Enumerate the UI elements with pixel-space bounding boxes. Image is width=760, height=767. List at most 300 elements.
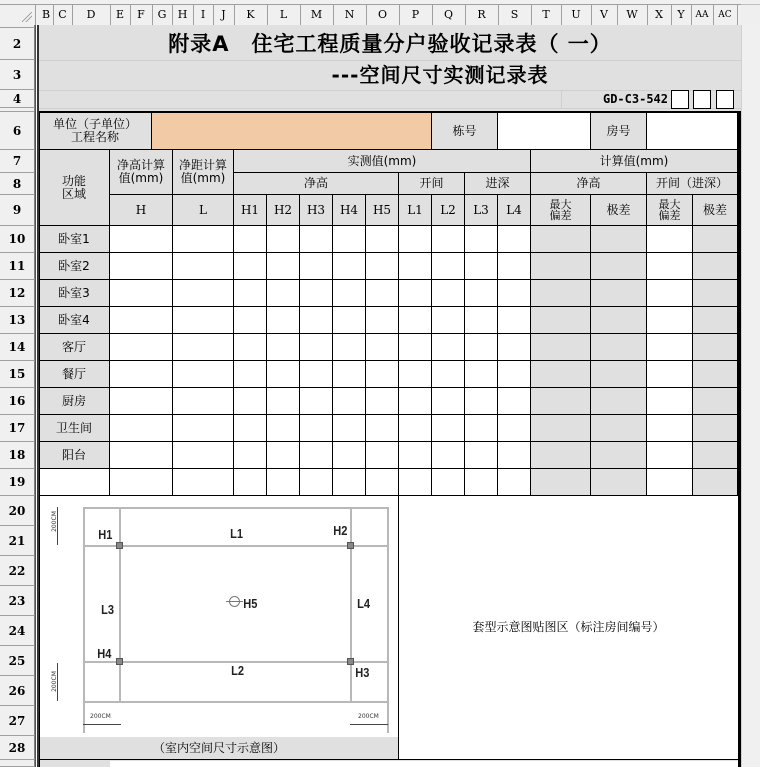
- cell-L1[interactable]: [399, 388, 432, 415]
- code-box-1[interactable]: [671, 90, 689, 109]
- unit-label-line2: 工程名称: [70, 130, 119, 144]
- cell-H4[interactable]: [333, 469, 366, 496]
- height-calc-line1: 净高计算: [116, 158, 165, 173]
- cell-H[interactable]: [110, 442, 173, 469]
- cell-L2[interactable]: [432, 334, 465, 361]
- cell-L1[interactable]: [399, 361, 432, 388]
- diagram-label-l4: L4: [357, 596, 371, 611]
- cell-bay-max-dev[interactable]: [647, 253, 693, 280]
- cell-H2[interactable]: [267, 361, 300, 388]
- cell-H3[interactable]: [300, 226, 333, 253]
- diagram-area: [40, 496, 399, 737]
- col-height-max-dev-header: [531, 195, 591, 226]
- cell-L2[interactable]: [432, 361, 465, 388]
- cell-L[interactable]: [173, 253, 234, 280]
- cell-H2[interactable]: [267, 307, 300, 334]
- col-bay-range-header: 极差: [693, 195, 738, 226]
- col-header-S[interactable]: S: [498, 5, 532, 25]
- col-header-I[interactable]: I: [193, 5, 214, 25]
- unit-label: [39, 113, 152, 150]
- cell-H1[interactable]: [234, 280, 267, 307]
- cell-L2[interactable]: [432, 307, 465, 334]
- cell-L4[interactable]: [498, 253, 531, 280]
- area-cell: 厨房: [39, 388, 110, 415]
- cell-H1[interactable]: [234, 307, 267, 334]
- cell-height-range[interactable]: [591, 415, 647, 442]
- area-cell: 餐厅: [39, 361, 110, 388]
- cell-L[interactable]: [173, 226, 234, 253]
- col-header-F[interactable]: F: [130, 5, 153, 25]
- row-header-8[interactable]: 8: [0, 173, 35, 195]
- area-header-line1: 功能: [61, 173, 86, 188]
- row-header-3[interactable]: 3: [0, 60, 35, 90]
- cell-H5[interactable]: [366, 361, 399, 388]
- col-H-header: H: [110, 195, 173, 226]
- cell-H2[interactable]: [267, 253, 300, 280]
- cell-H4[interactable]: [333, 226, 366, 253]
- cell-L4[interactable]: [498, 334, 531, 361]
- diagram-label-h3: H3: [355, 665, 370, 680]
- dim-label-top: 200CM: [50, 511, 58, 532]
- measure-point-h4-icon: [116, 658, 123, 665]
- cell-H[interactable]: [110, 469, 173, 496]
- col-height-range-header: 极差: [591, 195, 647, 226]
- form-title: 附录A 住宅工程质量分户验收记录表（ 一）: [168, 31, 612, 56]
- cell-bay-max-dev[interactable]: [647, 388, 693, 415]
- col-header-J[interactable]: J: [213, 5, 235, 25]
- row-header-6[interactable]: 6: [0, 112, 35, 150]
- area-cell: 卧室3: [39, 280, 110, 307]
- cell-H4[interactable]: [333, 253, 366, 280]
- dimension-line-icon: [83, 724, 121, 725]
- col-bay-max-dev-header: [647, 195, 693, 226]
- area-cell: 卧室4: [39, 307, 110, 334]
- row-header-19[interactable]: 19: [0, 469, 35, 496]
- row29-cell: [110, 761, 738, 767]
- cell-H[interactable]: [110, 253, 173, 280]
- cell-L4[interactable]: [498, 307, 531, 334]
- row-header-15[interactable]: 15: [0, 361, 35, 388]
- cell-bay-range[interactable]: [693, 361, 738, 388]
- cell-H3[interactable]: [300, 415, 333, 442]
- cell-height-max-dev[interactable]: [531, 280, 591, 307]
- diagram-label-h1: H1: [98, 527, 113, 542]
- code-box-3[interactable]: [716, 90, 734, 109]
- diagram-label-l1: L1: [230, 526, 244, 541]
- cell-L[interactable]: [173, 334, 234, 361]
- diagram-label-h5: H5: [243, 596, 258, 611]
- height-calc-header: [110, 150, 173, 195]
- max-dev-line2: 偏差: [658, 209, 681, 222]
- cell-bay-max-dev[interactable]: [647, 307, 693, 334]
- cell-bay-range[interactable]: [693, 334, 738, 361]
- cell-H1[interactable]: [234, 469, 267, 496]
- cell-H4[interactable]: [333, 415, 366, 442]
- cell-L4[interactable]: [498, 361, 531, 388]
- row-header-13[interactable]: 13: [0, 307, 35, 334]
- measure-point-h3-icon: [347, 658, 354, 665]
- cell-H[interactable]: [110, 226, 173, 253]
- cell-H3[interactable]: [300, 334, 333, 361]
- col-header-P[interactable]: P: [399, 5, 433, 25]
- cell-L2[interactable]: [432, 226, 465, 253]
- cell-L1[interactable]: [399, 442, 432, 469]
- unit-name-input[interactable]: [152, 113, 432, 150]
- cell-L[interactable]: [173, 388, 234, 415]
- col-header-Q[interactable]: Q: [432, 5, 466, 25]
- cell-height-range[interactable]: [591, 334, 647, 361]
- cell-L3[interactable]: [465, 307, 498, 334]
- area-header: [39, 150, 110, 226]
- row-header-11[interactable]: 11: [0, 253, 35, 280]
- cell-L4[interactable]: [498, 388, 531, 415]
- vertical-scrollbar[interactable]: [741, 25, 760, 767]
- cell-height-max-dev[interactable]: [531, 442, 591, 469]
- col-header-AC[interactable]: AC: [713, 5, 738, 25]
- building-label: 栋号: [432, 113, 498, 150]
- cell-H1[interactable]: [234, 253, 267, 280]
- cell-L1[interactable]: [399, 334, 432, 361]
- row-header-7[interactable]: 7: [0, 150, 35, 173]
- cell-height-range[interactable]: [591, 442, 647, 469]
- cell-L[interactable]: [173, 469, 234, 496]
- cell-height-range[interactable]: [591, 469, 647, 496]
- cell-H2[interactable]: [267, 388, 300, 415]
- col-L3-header: L3: [465, 195, 498, 226]
- cell-H[interactable]: [110, 334, 173, 361]
- cell-H3[interactable]: [300, 469, 333, 496]
- cell-H4[interactable]: [333, 361, 366, 388]
- cell-L[interactable]: [173, 361, 234, 388]
- cell-L[interactable]: [173, 307, 234, 334]
- diagram-line: [387, 507, 389, 733]
- cell-H[interactable]: [110, 307, 173, 334]
- cell-L4[interactable]: [498, 226, 531, 253]
- cell-H1[interactable]: [234, 415, 267, 442]
- col-L-header: L: [173, 195, 234, 226]
- cell-height-max-dev[interactable]: [531, 226, 591, 253]
- room-number-input[interactable]: [647, 113, 738, 150]
- col-H4-header: H4: [333, 195, 366, 226]
- cell-L3[interactable]: [465, 361, 498, 388]
- select-all-corner[interactable]: [0, 5, 36, 25]
- cell-L1[interactable]: [399, 253, 432, 280]
- cell-bay-max-dev[interactable]: [647, 415, 693, 442]
- area-cell: 卧室2: [39, 253, 110, 280]
- cell-H1[interactable]: [234, 334, 267, 361]
- cell-L[interactable]: [173, 415, 234, 442]
- col-header-B[interactable]: B: [39, 5, 54, 25]
- area-cell[interactable]: [39, 469, 110, 496]
- cell-H2[interactable]: [267, 226, 300, 253]
- bay-header: 开间: [399, 173, 465, 195]
- col-header-W[interactable]: W: [617, 5, 648, 25]
- cell-L2[interactable]: [432, 415, 465, 442]
- cell-H5[interactable]: [366, 388, 399, 415]
- form-code: GD-C3-542: [602, 91, 668, 106]
- cell-H4[interactable]: [333, 388, 366, 415]
- calc-net-height-header: 净高: [531, 173, 647, 195]
- row-header-18[interactable]: 18: [0, 442, 35, 469]
- cell-height-max-dev[interactable]: [531, 307, 591, 334]
- crosshair-icon-h: [226, 601, 243, 602]
- cell-H[interactable]: [110, 280, 173, 307]
- cell-H1[interactable]: [234, 361, 267, 388]
- calc-bay-depth-header: 开间（进深）: [647, 173, 738, 195]
- row-header-22[interactable]: 22: [0, 556, 35, 586]
- diagram-label-h2: H2: [333, 523, 348, 538]
- cell-bay-range[interactable]: [693, 280, 738, 307]
- cell-H5[interactable]: [366, 334, 399, 361]
- cell-H5[interactable]: [366, 253, 399, 280]
- cell-bay-max-dev[interactable]: [647, 334, 693, 361]
- net-height-header: 净高: [234, 173, 399, 195]
- dist-calc-header: [173, 150, 234, 195]
- cell-L1[interactable]: [399, 226, 432, 253]
- building-number-input[interactable]: [498, 113, 591, 150]
- diagram-line: [350, 507, 352, 703]
- cell-bay-range[interactable]: [693, 226, 738, 253]
- cell-height-max-dev[interactable]: [531, 415, 591, 442]
- col-L1-header: L1: [399, 195, 432, 226]
- max-dev-line1: 最大: [658, 198, 681, 211]
- col-H1-header: H1: [234, 195, 267, 226]
- cell-H[interactable]: [110, 415, 173, 442]
- row29-cell: [40, 761, 110, 767]
- cell-H2[interactable]: [267, 469, 300, 496]
- cell-bay-max-dev[interactable]: [647, 469, 693, 496]
- measured-header: 实测值(mm): [234, 150, 531, 173]
- gridline: [561, 90, 562, 108]
- cell-bay-range[interactable]: [693, 415, 738, 442]
- area-cell: 阳台: [39, 442, 110, 469]
- row-header-23[interactable]: 23: [0, 586, 35, 616]
- max-dev-line1: 最大: [549, 198, 572, 211]
- col-L4-header: L4: [498, 195, 531, 226]
- row-header-29[interactable]: [0, 760, 35, 767]
- col-header-L[interactable]: L: [267, 5, 301, 25]
- cell-height-range[interactable]: [591, 280, 647, 307]
- row-header-17[interactable]: 17: [0, 415, 35, 442]
- col-H2-header: H2: [267, 195, 300, 226]
- col-L2-header: L2: [432, 195, 465, 226]
- area-cell: 卧室1: [39, 226, 110, 253]
- cell-L1[interactable]: [399, 415, 432, 442]
- cell-H3[interactable]: [300, 280, 333, 307]
- cell-L2[interactable]: [432, 442, 465, 469]
- cell-L3[interactable]: [465, 388, 498, 415]
- row-header-21[interactable]: 21: [0, 526, 35, 556]
- cell-height-max-dev[interactable]: [531, 361, 591, 388]
- cell-bay-max-dev[interactable]: [647, 442, 693, 469]
- area-cell: 客厅: [39, 334, 110, 361]
- col-header-H[interactable]: H: [172, 5, 194, 25]
- cell-H1[interactable]: [234, 226, 267, 253]
- cell-H1[interactable]: [234, 442, 267, 469]
- col-header-E[interactable]: E: [110, 5, 131, 25]
- cell-L2[interactable]: [432, 280, 465, 307]
- cell-H5[interactable]: [366, 280, 399, 307]
- cell-height-range[interactable]: [591, 361, 647, 388]
- row-header-28[interactable]: 28: [0, 736, 35, 760]
- col-header-O[interactable]: O: [366, 5, 400, 25]
- cell-H2[interactable]: [267, 415, 300, 442]
- col-header-R[interactable]: R: [465, 5, 499, 25]
- row-header-24[interactable]: 24: [0, 616, 35, 646]
- diagram-label-h4: H4: [97, 646, 112, 661]
- diagram-line: [83, 507, 389, 509]
- row-header-14[interactable]: 14: [0, 334, 35, 361]
- cell-L1[interactable]: [399, 280, 432, 307]
- cell-L[interactable]: [173, 280, 234, 307]
- cell-H5[interactable]: [366, 415, 399, 442]
- floorplan-paste-area[interactable]: 套型示意图贴图区（标注房间编号）: [399, 496, 738, 760]
- cell-L1[interactable]: [399, 307, 432, 334]
- unit-label-line1: 单位（子单位）: [52, 117, 137, 132]
- cell-H5[interactable]: [366, 469, 399, 496]
- row-header-25[interactable]: 25: [0, 646, 35, 676]
- dim-label-left: 200CM: [90, 713, 111, 720]
- col-header-K[interactable]: K: [234, 5, 268, 25]
- height-calc-line2: 值(mm): [118, 171, 164, 185]
- diagram-caption: （室内空间尺寸示意图）: [40, 737, 399, 760]
- cell-L3[interactable]: [465, 469, 498, 496]
- cell-height-max-dev[interactable]: [531, 334, 591, 361]
- cell-bay-range[interactable]: [693, 253, 738, 280]
- cell-H3[interactable]: [300, 361, 333, 388]
- cell-H2[interactable]: [267, 334, 300, 361]
- table-right-border: [738, 111, 741, 767]
- cell-L4[interactable]: [498, 280, 531, 307]
- gridline: [39, 108, 741, 109]
- cell-H4[interactable]: [333, 307, 366, 334]
- col-header-D[interactable]: D: [72, 5, 111, 25]
- dimension-line-icon: [350, 724, 388, 725]
- room-label: 房号: [591, 113, 647, 150]
- col-H5-header: H5: [366, 195, 399, 226]
- col-header-AA[interactable]: AA: [691, 5, 714, 25]
- cell-L3[interactable]: [465, 280, 498, 307]
- row-header-9[interactable]: 9: [0, 195, 35, 226]
- cell-height-range[interactable]: [591, 388, 647, 415]
- cell-H5[interactable]: [366, 307, 399, 334]
- cell-L4[interactable]: [498, 415, 531, 442]
- row-header-4[interactable]: 4: [0, 90, 35, 108]
- cell-L4[interactable]: [498, 442, 531, 469]
- column-header-bar: [0, 4, 741, 27]
- cell-height-max-dev[interactable]: [531, 469, 591, 496]
- diagram-line: [83, 701, 389, 703]
- depth-header: 进深: [465, 173, 531, 195]
- cell-H1[interactable]: [234, 388, 267, 415]
- cell-H3[interactable]: [300, 253, 333, 280]
- dist-calc-line1: 净距计算: [178, 158, 227, 173]
- dim-label-right: 200CM: [358, 713, 379, 720]
- cell-L3[interactable]: [465, 334, 498, 361]
- diagram-label-l2: L2: [231, 663, 245, 678]
- cell-H3[interactable]: [300, 307, 333, 334]
- cell-L3[interactable]: [465, 442, 498, 469]
- max-dev-line2: 偏差: [549, 209, 572, 222]
- area-header-line2: 区域: [61, 186, 86, 201]
- cell-H3[interactable]: [300, 388, 333, 415]
- cell-bay-max-dev[interactable]: [647, 361, 693, 388]
- dim-label-bottom: 200CM: [50, 671, 58, 692]
- cell-H4[interactable]: [333, 280, 366, 307]
- cell-height-max-dev[interactable]: [531, 388, 591, 415]
- row-header-20[interactable]: 20: [0, 496, 35, 526]
- cell-H2[interactable]: [267, 280, 300, 307]
- cell-H3[interactable]: [300, 442, 333, 469]
- form-subtitle: ---空间尺寸实测记录表: [331, 62, 549, 87]
- cell-bay-max-dev[interactable]: [647, 280, 693, 307]
- cell-H5[interactable]: [366, 226, 399, 253]
- col-header-N[interactable]: N: [333, 5, 367, 25]
- measure-point-h2-icon: [347, 542, 354, 549]
- cell-H[interactable]: [110, 361, 173, 388]
- cell-bay-max-dev[interactable]: [647, 226, 693, 253]
- cell-height-range[interactable]: [591, 253, 647, 280]
- cell-L3[interactable]: [465, 253, 498, 280]
- calculated-header: 计算值(mm): [531, 150, 738, 173]
- cell-H4[interactable]: [333, 334, 366, 361]
- row-header-26[interactable]: 26: [0, 676, 35, 706]
- diagram-label-l3: L3: [101, 602, 115, 617]
- cell-H[interactable]: [110, 388, 173, 415]
- col-header-T[interactable]: T: [531, 5, 562, 25]
- diagram-line: [119, 507, 121, 703]
- code-box-2[interactable]: [693, 90, 711, 109]
- diagram-line: [83, 507, 85, 733]
- col-header-G[interactable]: G: [152, 5, 173, 25]
- col-header-V[interactable]: V: [591, 5, 618, 25]
- cell-L[interactable]: [173, 442, 234, 469]
- measure-point-h1-icon: [116, 542, 123, 549]
- cell-height-max-dev[interactable]: [531, 253, 591, 280]
- row-header-16[interactable]: 16: [0, 388, 35, 415]
- cell-height-range[interactable]: [591, 307, 647, 334]
- cell-H2[interactable]: [267, 442, 300, 469]
- row-header-12[interactable]: 12: [0, 280, 35, 307]
- cell-bay-range[interactable]: [693, 442, 738, 469]
- cell-L3[interactable]: [465, 415, 498, 442]
- cell-L2[interactable]: [432, 388, 465, 415]
- row-header-10[interactable]: 10: [0, 226, 35, 253]
- dist-calc-line2: 值(mm): [180, 171, 226, 185]
- row-header-27[interactable]: 27: [0, 706, 35, 736]
- col-header-U[interactable]: U: [561, 5, 592, 25]
- cell-bay-range[interactable]: [693, 469, 738, 496]
- cell-H4[interactable]: [333, 442, 366, 469]
- cell-L3[interactable]: [465, 226, 498, 253]
- cell-bay-range[interactable]: [693, 307, 738, 334]
- cell-L4[interactable]: [498, 469, 531, 496]
- area-cell: 卫生间: [39, 415, 110, 442]
- cell-L2[interactable]: [432, 469, 465, 496]
- cell-bay-range[interactable]: [693, 388, 738, 415]
- cell-L2[interactable]: [432, 253, 465, 280]
- cell-height-range[interactable]: [591, 226, 647, 253]
- row-header-2[interactable]: 2: [0, 28, 35, 60]
- col-header-Y[interactable]: Y: [671, 5, 692, 25]
- diagram-line: [83, 545, 389, 547]
- cell-L1[interactable]: [399, 469, 432, 496]
- col-H3-header: H3: [300, 195, 333, 226]
- col-header-M[interactable]: M: [300, 5, 334, 25]
- col-header-C[interactable]: C: [53, 5, 73, 25]
- col-header-X[interactable]: X: [647, 5, 672, 25]
- cell-H5[interactable]: [366, 442, 399, 469]
